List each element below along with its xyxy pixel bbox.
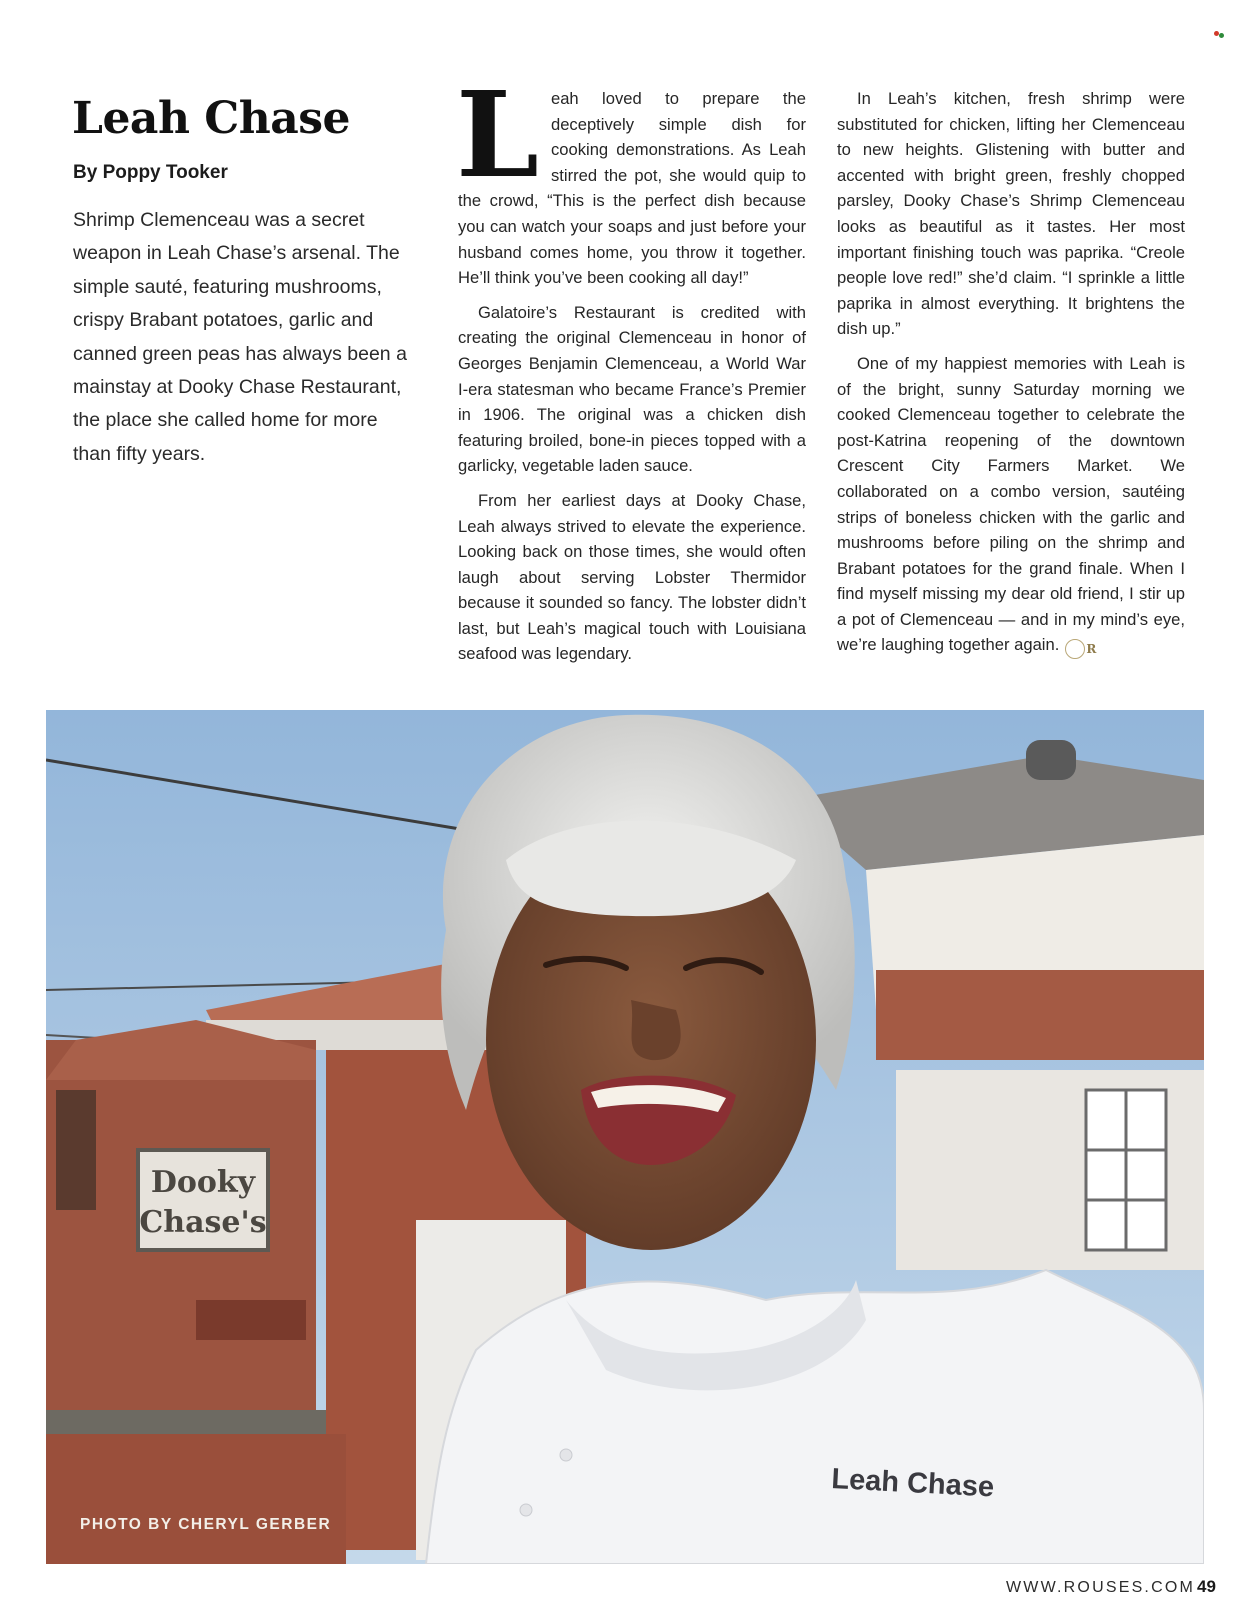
end-mark-icon: R (1065, 639, 1085, 659)
paragraph: In Leah’s kitchen, fresh shrimp were substituted for chicken, lifting her Clemenceau to new heights. Glistening with butter and accented with bright green, freshly chopped parsley, Dooky Chase’s Shrimp Clemenceau looks as beautiful as it tastes. Her most important finishing touch was paprika. “Creole people love red!” she’d claim. “I sprinkle a little paprika in almost everything. It brightens the dish up.” (837, 89, 1185, 339)
paragraph (456, 65, 806, 291)
paragraph: Galatoire’s Restaurant is credited with creating the original Clemenceau in honor of Georges Benjamin Clemenceau, a World War I-era statesman who became France’s Premier in 1906. The original was a chicken dish featuring broiled, bone-in pieces topped with a garlicky, vegetable laden sauce. (458, 302, 806, 476)
article-column-2 (456, 65, 806, 676)
article-title: Leah Chase (72, 93, 351, 144)
traffic-light (56, 1090, 96, 1210)
sign-text-line-1: Dooky (150, 1165, 256, 1200)
intro-text: Shrimp Clemenceau was a secret weapon in Leah Chase’s arsenal. The simple sauté, featuring mushrooms, crispy Brabant potatoes, garlic and canned green peas has always been a mainstay at Dooky Chase Restaurant, the place she called home for more than fifty years. (73, 209, 407, 465)
byline: By Poppy Tooker (73, 162, 228, 183)
paragraph-text: eah loved to prepare the deceptively simple dish for cooking demonstrations. As Leah stirred the pot, she would quip to the crowd, “This is the perfect dish because you can watch your soaps and just before your husband comes home, you throw it together. He’ll think you’ve been cooking all day!” (458, 89, 806, 288)
chef-jacket (426, 1270, 1204, 1564)
corner-mark (1214, 31, 1228, 39)
portrait-illustration (46, 710, 1204, 1564)
roof-vent (1026, 740, 1076, 780)
sign-text-line-2: Chase's (139, 1205, 267, 1240)
article-column-3 (837, 86, 1185, 668)
page-number: 49 (1197, 1577, 1216, 1596)
brick-wall-right (876, 970, 1204, 1060)
intro-paragraph (73, 204, 408, 471)
feature-photo (46, 710, 1204, 1564)
photo-credit: PHOTO BY CHERYL GERBER (80, 1516, 332, 1533)
jacket-name-embroidery: Leah Chase (830, 1463, 995, 1504)
paragraph-text: One of my happiest memories with Leah is of the bright, sunny Saturday morning we cooked Clemenceau together to celebrate the post-Katrina reopening of the downtown Crescent City Farmers Market. We collaborated on a combo version, sautéing strips of boneless chicken with the garlic and mushrooms before piling on the shrimp and Brabant potatoes for the grand finale. When I find myself missing my dear old friend, I stir up a pot of Clemenceau — and in my mind’s eye, we’re laughing together again. (837, 353, 1185, 655)
drop-cap: L (456, 65, 539, 204)
footer-url[interactable]: WWW.ROUSES.COM (1006, 1579, 1196, 1596)
paragraph (837, 351, 1185, 660)
paragraph: From her earliest days at Dooky Chase, Leah always strived to elevate the experience. Looking back on those times, she would often laugh about serving Lobster Thermidor because it sounded so fancy. The lobster didn’t last, but Leah’s magical touch with Louisiana seafood was legendary. (458, 490, 806, 664)
